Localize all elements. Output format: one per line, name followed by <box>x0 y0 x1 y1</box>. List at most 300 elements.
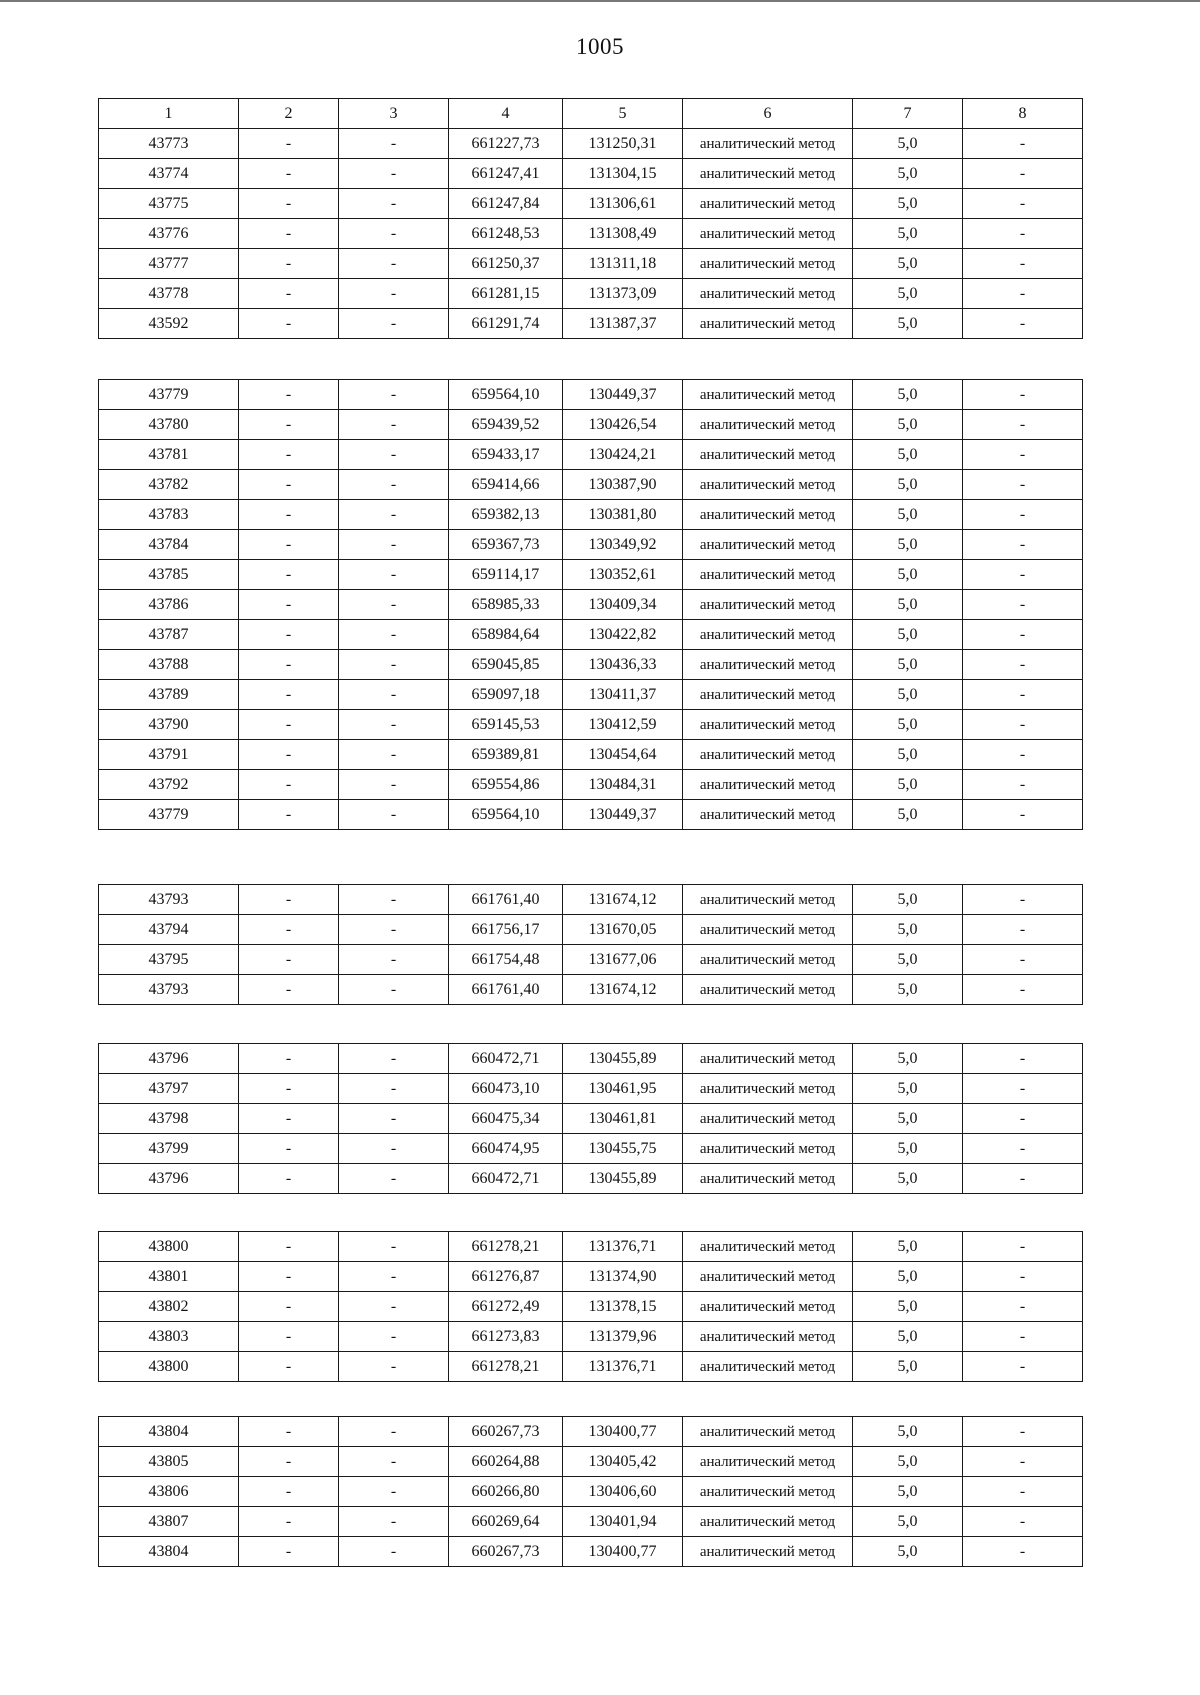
table-cell-col-6: аналитический метод <box>683 1507 853 1537</box>
table-cell-col-8: - <box>963 279 1083 309</box>
table-cell-col-7: 5,0 <box>853 1477 963 1507</box>
table-cell-col-8: - <box>963 129 1083 159</box>
table-cell-col-2: - <box>239 1352 339 1382</box>
table-row <box>99 159 1083 189</box>
table-cell-col-6: аналитический метод <box>683 189 853 219</box>
table-cell-col-3: - <box>339 129 449 159</box>
table-cell-col-7: 5,0 <box>853 975 963 1005</box>
table-cell-col-3: - <box>339 380 449 410</box>
table-cell-col-5: 131306,61 <box>563 189 683 219</box>
table-cell-col-8: - <box>963 1292 1083 1322</box>
table-cell-col-5: 131374,90 <box>563 1262 683 1292</box>
table-cell-col-3: - <box>339 189 449 219</box>
table-cell-col-1: 43785 <box>99 560 239 590</box>
table-cell-col-3: - <box>339 159 449 189</box>
table-cell-col-1: 43800 <box>99 1352 239 1382</box>
table-cell-col-6: аналитический метод <box>683 1104 853 1134</box>
table-cell-col-5: 130406,60 <box>563 1477 683 1507</box>
table-row <box>99 915 1083 945</box>
table-cell-col-2: - <box>239 1322 339 1352</box>
table-cell-col-3: - <box>339 500 449 530</box>
table-cell-col-6: аналитический метод <box>683 129 853 159</box>
table-cell-col-5: 130449,37 <box>563 380 683 410</box>
table-cell-col-4: 661247,84 <box>449 189 563 219</box>
table-cell-col-3: - <box>339 650 449 680</box>
table-cell-col-5: 130424,21 <box>563 440 683 470</box>
table-row <box>99 1537 1083 1567</box>
table-cell-col-1: 43801 <box>99 1262 239 1292</box>
table-row <box>99 800 1083 830</box>
table-cell-col-2: - <box>239 650 339 680</box>
table-cell-col-1: 43804 <box>99 1537 239 1567</box>
table-cell-col-4: 661248,53 <box>449 219 563 249</box>
table-cell-col-4: 660472,71 <box>449 1044 563 1074</box>
table-row <box>99 440 1083 470</box>
table-cell-col-8: - <box>963 1447 1083 1477</box>
table-cell-col-5: 131379,96 <box>563 1322 683 1352</box>
table-cell-col-2: - <box>239 189 339 219</box>
table-cell-col-1: 43802 <box>99 1292 239 1322</box>
table-cell-col-6: аналитический метод <box>683 1262 853 1292</box>
table-cell-col-8: - <box>963 680 1083 710</box>
table-row <box>99 1352 1083 1382</box>
table-cell-col-6: аналитический метод <box>683 249 853 279</box>
table-cell-col-5: 130381,80 <box>563 500 683 530</box>
table-cell-col-7: 5,0 <box>853 590 963 620</box>
table-cell-col-7: 5,0 <box>853 800 963 830</box>
table-cell-col-4: 661227,73 <box>449 129 563 159</box>
table-cell-col-2: - <box>239 1104 339 1134</box>
table-cell-col-2: - <box>239 915 339 945</box>
table-cell-col-8: - <box>963 1044 1083 1074</box>
table-cell-col-7: 5,0 <box>853 620 963 650</box>
table-cell-col-3: - <box>339 530 449 560</box>
table-cell-col-4: 659097,18 <box>449 680 563 710</box>
table-cell-col-2: - <box>239 680 339 710</box>
table-cell-col-7: 5,0 <box>853 1322 963 1352</box>
table-cell-col-1: 43807 <box>99 1507 239 1537</box>
table-cell-col-2: - <box>239 1164 339 1194</box>
table-cell-col-7: 5,0 <box>853 410 963 440</box>
table-cell-col-2: - <box>239 1134 339 1164</box>
table-cell-col-8: - <box>963 740 1083 770</box>
table-cell-col-7: 5,0 <box>853 770 963 800</box>
table-cell-col-5: 130387,90 <box>563 470 683 500</box>
table-cell-col-8: - <box>963 1537 1083 1567</box>
table-cell-col-4: 661276,87 <box>449 1262 563 1292</box>
table-row <box>99 1507 1083 1537</box>
table-cell-col-6: аналитический метод <box>683 740 853 770</box>
table-cell-col-5: 131373,09 <box>563 279 683 309</box>
table-cell-col-1: 43786 <box>99 590 239 620</box>
table-cell-col-5: 130455,75 <box>563 1134 683 1164</box>
table-cell-col-3: - <box>339 440 449 470</box>
table-cell-col-1: 43793 <box>99 975 239 1005</box>
table-row <box>99 309 1083 339</box>
table-cell-col-6: аналитический метод <box>683 560 853 590</box>
table-cell-col-7: 5,0 <box>853 249 963 279</box>
table-cell-col-2: - <box>239 219 339 249</box>
table-cell-col-1: 43780 <box>99 410 239 440</box>
table-cell-col-3: - <box>339 1352 449 1382</box>
table-cell-col-4: 661761,40 <box>449 975 563 1005</box>
table-cell-col-4: 659367,73 <box>449 530 563 560</box>
table-cell-col-3: - <box>339 710 449 740</box>
table-row <box>99 1417 1083 1447</box>
table-cell-col-7: 5,0 <box>853 560 963 590</box>
table-cell-col-3: - <box>339 1477 449 1507</box>
table-cell-col-8: - <box>963 975 1083 1005</box>
table-cell-col-6: аналитический метод <box>683 975 853 1005</box>
table-cell-col-6: аналитический метод <box>683 1322 853 1352</box>
table-row <box>99 975 1083 1005</box>
table-cell-col-1: 43775 <box>99 189 239 219</box>
coordinates-table-4 <box>98 1043 1083 1194</box>
table-row <box>99 1044 1083 1074</box>
table-header-row <box>99 99 1083 129</box>
table-cell-col-2: - <box>239 800 339 830</box>
table-cell-col-2: - <box>239 975 339 1005</box>
table-cell-col-4: 659414,66 <box>449 470 563 500</box>
table-cell-col-6: аналитический метод <box>683 770 853 800</box>
table-row <box>99 500 1083 530</box>
coordinates-table-3 <box>98 884 1083 1005</box>
table-cell-col-8: - <box>963 560 1083 590</box>
table-row <box>99 279 1083 309</box>
table-cell-col-8: - <box>963 530 1083 560</box>
table-cell-col-5: 131674,12 <box>563 975 683 1005</box>
table-cell-col-4: 659114,17 <box>449 560 563 590</box>
table-cell-col-7: 5,0 <box>853 1232 963 1262</box>
table-cell-col-6: аналитический метод <box>683 710 853 740</box>
table-cell-col-5: 130409,34 <box>563 590 683 620</box>
table-cell-col-4: 659564,10 <box>449 800 563 830</box>
table-cell-col-2: - <box>239 1074 339 1104</box>
table-cell-col-4: 660475,34 <box>449 1104 563 1134</box>
table-cell-col-1: 43592 <box>99 309 239 339</box>
table-cell-col-7: 5,0 <box>853 189 963 219</box>
table-cell-col-6: аналитический метод <box>683 530 853 560</box>
table-row <box>99 1447 1083 1477</box>
table-cell-col-4: 660473,10 <box>449 1074 563 1104</box>
table-cell-col-1: 43803 <box>99 1322 239 1352</box>
table-cell-col-4: 659439,52 <box>449 410 563 440</box>
table-cell-col-3: - <box>339 1417 449 1447</box>
table-cell-col-7: 5,0 <box>853 1292 963 1322</box>
table-cell-col-5: 130461,95 <box>563 1074 683 1104</box>
table-cell-col-2: - <box>239 560 339 590</box>
table-cell-col-3: - <box>339 1044 449 1074</box>
table-cell-col-3: - <box>339 1262 449 1292</box>
table-cell-col-2: - <box>239 279 339 309</box>
table-cell-col-8: - <box>963 410 1083 440</box>
table-row <box>99 770 1083 800</box>
table-cell-col-2: - <box>239 1447 339 1477</box>
table-cell-col-1: 43796 <box>99 1164 239 1194</box>
table-cell-col-5: 130461,81 <box>563 1104 683 1134</box>
table-cell-col-5: 131677,06 <box>563 945 683 975</box>
table-cell-col-3: - <box>339 1232 449 1262</box>
table-cell-col-6: аналитический метод <box>683 945 853 975</box>
table-cell-col-3: - <box>339 680 449 710</box>
table-cell-col-8: - <box>963 1417 1083 1447</box>
table-cell-col-2: - <box>239 1262 339 1292</box>
table-cell-col-1: 43806 <box>99 1477 239 1507</box>
table-cell-col-2: - <box>239 740 339 770</box>
table-cell-col-3: - <box>339 1507 449 1537</box>
table-cell-col-6: аналитический метод <box>683 470 853 500</box>
table-cell-col-7: 5,0 <box>853 159 963 189</box>
table-cell-col-4: 661761,40 <box>449 885 563 915</box>
table-row <box>99 1322 1083 1352</box>
table-cell-col-2: - <box>239 1232 339 1262</box>
coordinates-table-2 <box>98 379 1083 830</box>
table-cell-col-5: 130405,42 <box>563 1447 683 1477</box>
table-cell-col-7: 5,0 <box>853 1104 963 1134</box>
table-cell-col-8: - <box>963 1134 1083 1164</box>
table-cell-col-7: 5,0 <box>853 279 963 309</box>
table-cell-col-5: 130412,59 <box>563 710 683 740</box>
column-number-2: 2 <box>239 99 339 129</box>
table-cell-col-4: 661273,83 <box>449 1322 563 1352</box>
table-cell-col-6: аналитический метод <box>683 590 853 620</box>
table-cell-col-5: 131308,49 <box>563 219 683 249</box>
table-cell-col-3: - <box>339 1164 449 1194</box>
table-cell-col-6: аналитический метод <box>683 650 853 680</box>
table-cell-col-4: 661278,21 <box>449 1232 563 1262</box>
table-cell-col-5: 130426,54 <box>563 410 683 440</box>
table-cell-col-3: - <box>339 1074 449 1104</box>
table-cell-col-5: 131250,31 <box>563 129 683 159</box>
table-cell-col-8: - <box>963 1477 1083 1507</box>
table-cell-col-6: аналитический метод <box>683 279 853 309</box>
table-cell-col-2: - <box>239 470 339 500</box>
table-cell-col-4: 661756,17 <box>449 915 563 945</box>
table-cell-col-6: аналитический метод <box>683 1232 853 1262</box>
table-cell-col-6: аналитический метод <box>683 1417 853 1447</box>
table-cell-col-6: аналитический метод <box>683 159 853 189</box>
table-cell-col-1: 43791 <box>99 740 239 770</box>
table-cell-col-8: - <box>963 219 1083 249</box>
table-row <box>99 680 1083 710</box>
table-cell-col-8: - <box>963 915 1083 945</box>
column-number-5: 5 <box>563 99 683 129</box>
table-cell-col-3: - <box>339 945 449 975</box>
table-cell-col-1: 43794 <box>99 915 239 945</box>
table-cell-col-4: 661281,15 <box>449 279 563 309</box>
table-cell-col-7: 5,0 <box>853 530 963 560</box>
table-cell-col-5: 130455,89 <box>563 1164 683 1194</box>
table-cell-col-2: - <box>239 945 339 975</box>
table-cell-col-4: 658984,64 <box>449 620 563 650</box>
table-cell-col-8: - <box>963 1104 1083 1134</box>
table-cell-col-3: - <box>339 1537 449 1567</box>
table-cell-col-7: 5,0 <box>853 740 963 770</box>
table-cell-col-8: - <box>963 1322 1083 1352</box>
table-cell-col-2: - <box>239 620 339 650</box>
table-cell-col-7: 5,0 <box>853 915 963 945</box>
table-cell-col-1: 43796 <box>99 1044 239 1074</box>
table-cell-col-4: 660472,71 <box>449 1164 563 1194</box>
table-cell-col-2: - <box>239 1417 339 1447</box>
table-cell-col-4: 660266,80 <box>449 1477 563 1507</box>
table-cell-col-2: - <box>239 1292 339 1322</box>
table-cell-col-1: 43774 <box>99 159 239 189</box>
table-cell-col-8: - <box>963 189 1083 219</box>
table-cell-col-3: - <box>339 249 449 279</box>
table-cell-col-3: - <box>339 770 449 800</box>
table-cell-col-4: 659389,81 <box>449 740 563 770</box>
table-cell-col-1: 43781 <box>99 440 239 470</box>
table-cell-col-7: 5,0 <box>853 380 963 410</box>
table-cell-col-7: 5,0 <box>853 309 963 339</box>
table-cell-col-5: 130484,31 <box>563 770 683 800</box>
table-cell-col-2: - <box>239 1507 339 1537</box>
table-cell-col-8: - <box>963 945 1083 975</box>
table-cell-col-5: 130455,89 <box>563 1044 683 1074</box>
table-cell-col-3: - <box>339 1104 449 1134</box>
table-cell-col-7: 5,0 <box>853 1507 963 1537</box>
table-row <box>99 1477 1083 1507</box>
table-cell-col-1: 43792 <box>99 770 239 800</box>
table-cell-col-4: 659564,10 <box>449 380 563 410</box>
table-row <box>99 249 1083 279</box>
table-cell-col-8: - <box>963 249 1083 279</box>
table-cell-col-7: 5,0 <box>853 1262 963 1292</box>
table-cell-col-3: - <box>339 1447 449 1477</box>
table-cell-col-8: - <box>963 590 1083 620</box>
table-cell-col-4: 661754,48 <box>449 945 563 975</box>
table-cell-col-8: - <box>963 1352 1083 1382</box>
table-cell-col-6: аналитический метод <box>683 885 853 915</box>
table-cell-col-5: 131376,71 <box>563 1232 683 1262</box>
table-cell-col-6: аналитический метод <box>683 1292 853 1322</box>
table-cell-col-6: аналитический метод <box>683 219 853 249</box>
table-row <box>99 189 1083 219</box>
table-cell-col-6: аналитический метод <box>683 1477 853 1507</box>
table-cell-col-1: 43787 <box>99 620 239 650</box>
table-cell-col-3: - <box>339 560 449 590</box>
table-cell-col-7: 5,0 <box>853 1417 963 1447</box>
table-row <box>99 380 1083 410</box>
table-cell-col-6: аналитический метод <box>683 1537 853 1567</box>
table-cell-col-7: 5,0 <box>853 1074 963 1104</box>
table-cell-col-1: 43778 <box>99 279 239 309</box>
table-cell-col-4: 660474,95 <box>449 1134 563 1164</box>
table-row <box>99 1104 1083 1134</box>
table-cell-col-7: 5,0 <box>853 680 963 710</box>
table-cell-col-2: - <box>239 1044 339 1074</box>
table-cell-col-6: аналитический метод <box>683 620 853 650</box>
table-cell-col-5: 131670,05 <box>563 915 683 945</box>
table-cell-col-7: 5,0 <box>853 650 963 680</box>
table-cell-col-3: - <box>339 410 449 440</box>
table-cell-col-1: 43776 <box>99 219 239 249</box>
table-cell-col-5: 130401,94 <box>563 1507 683 1537</box>
table-cell-col-8: - <box>963 620 1083 650</box>
table-cell-col-2: - <box>239 440 339 470</box>
table-cell-col-1: 43798 <box>99 1104 239 1134</box>
table-cell-col-8: - <box>963 650 1083 680</box>
table-cell-col-4: 660267,73 <box>449 1417 563 1447</box>
table-cell-col-6: аналитический метод <box>683 800 853 830</box>
table-row <box>99 620 1083 650</box>
table-cell-col-6: аналитический метод <box>683 500 853 530</box>
table-cell-col-5: 130400,77 <box>563 1417 683 1447</box>
table-row <box>99 1164 1083 1194</box>
table-cell-col-1: 43790 <box>99 710 239 740</box>
table-cell-col-1: 43805 <box>99 1447 239 1477</box>
table-cell-col-8: - <box>963 159 1083 189</box>
table-cell-col-2: - <box>239 1537 339 1567</box>
table-cell-col-8: - <box>963 440 1083 470</box>
table-cell-col-8: - <box>963 309 1083 339</box>
top-scan-border <box>0 0 1200 2</box>
coordinates-table-6 <box>98 1416 1083 1567</box>
table-cell-col-2: - <box>239 249 339 279</box>
table-cell-col-1: 43788 <box>99 650 239 680</box>
table-cell-col-4: 659433,17 <box>449 440 563 470</box>
table-cell-col-2: - <box>239 380 339 410</box>
table-cell-col-5: 131387,37 <box>563 309 683 339</box>
table-cell-col-3: - <box>339 219 449 249</box>
table-cell-col-2: - <box>239 309 339 339</box>
table-cell-col-5: 131304,15 <box>563 159 683 189</box>
table-cell-col-2: - <box>239 159 339 189</box>
table-cell-col-3: - <box>339 740 449 770</box>
table-cell-col-3: - <box>339 1292 449 1322</box>
table-row <box>99 560 1083 590</box>
table-cell-col-1: 43783 <box>99 500 239 530</box>
table-cell-col-5: 131311,18 <box>563 249 683 279</box>
table-cell-col-6: аналитический метод <box>683 680 853 710</box>
table-cell-col-2: - <box>239 770 339 800</box>
table-cell-col-4: 658985,33 <box>449 590 563 620</box>
table-cell-col-7: 5,0 <box>853 710 963 740</box>
table-cell-col-1: 43779 <box>99 800 239 830</box>
table-row <box>99 1074 1083 1104</box>
table-row <box>99 1134 1083 1164</box>
table-cell-col-6: аналитический метод <box>683 915 853 945</box>
table-cell-col-8: - <box>963 1507 1083 1537</box>
table-cell-col-5: 131376,71 <box>563 1352 683 1382</box>
table-cell-col-4: 661291,74 <box>449 309 563 339</box>
table-cell-col-7: 5,0 <box>853 1134 963 1164</box>
table-cell-col-6: аналитический метод <box>683 1044 853 1074</box>
column-number-7: 7 <box>853 99 963 129</box>
table-cell-col-7: 5,0 <box>853 1352 963 1382</box>
table-cell-col-2: - <box>239 129 339 159</box>
table-cell-col-1: 43795 <box>99 945 239 975</box>
table-cell-col-6: аналитический метод <box>683 410 853 440</box>
page-number: 1005 <box>576 34 624 59</box>
table-row <box>99 885 1083 915</box>
table-cell-col-4: 659045,85 <box>449 650 563 680</box>
table-cell-col-4: 661272,49 <box>449 1292 563 1322</box>
table-cell-col-8: - <box>963 470 1083 500</box>
table-cell-col-7: 5,0 <box>853 440 963 470</box>
table-cell-col-8: - <box>963 1232 1083 1262</box>
table-cell-col-8: - <box>963 380 1083 410</box>
table-cell-col-2: - <box>239 710 339 740</box>
table-cell-col-4: 660267,73 <box>449 1537 563 1567</box>
table-cell-col-7: 5,0 <box>853 1537 963 1567</box>
table-cell-col-4: 659145,53 <box>449 710 563 740</box>
table-cell-col-4: 661247,41 <box>449 159 563 189</box>
table-row <box>99 530 1083 560</box>
table-cell-col-7: 5,0 <box>853 1044 963 1074</box>
table-cell-col-4: 660264,88 <box>449 1447 563 1477</box>
